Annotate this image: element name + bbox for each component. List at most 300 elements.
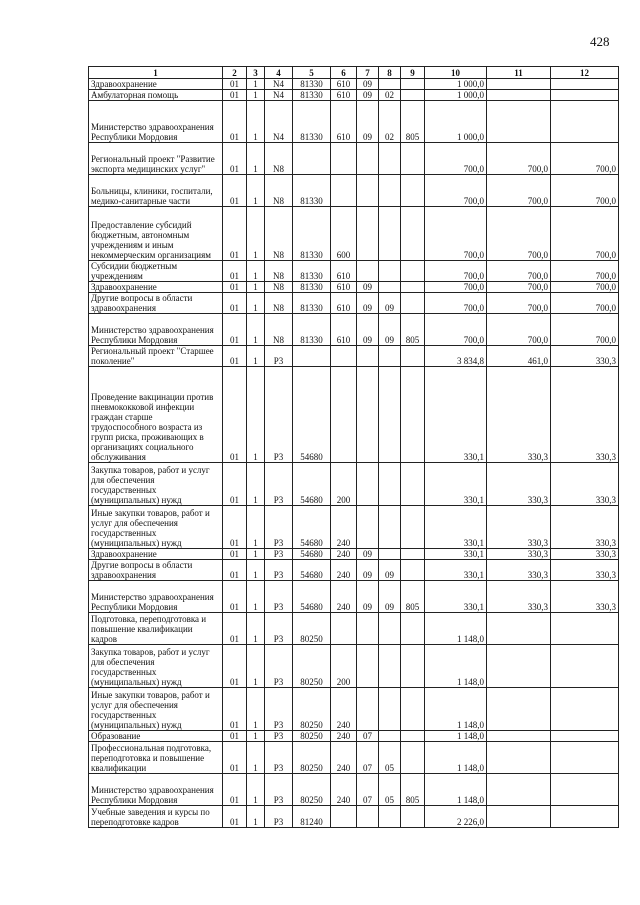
table-cell: 240 — [331, 506, 357, 549]
table-cell: 1 — [247, 282, 265, 293]
table-cell — [331, 613, 357, 645]
table-cell: N8 — [265, 143, 293, 175]
table-cell: 07 — [357, 731, 379, 742]
table-cell: 700,0 — [487, 143, 551, 175]
row-name-cell: Другие вопросы в области здравоохранения — [89, 293, 223, 314]
column-header: 12 — [551, 67, 619, 79]
table-cell — [401, 506, 425, 549]
table-cell: 01 — [223, 90, 247, 101]
table-cell: 01 — [223, 367, 247, 463]
table-cell: 700,0 — [551, 261, 619, 282]
table-cell: 1 — [247, 613, 265, 645]
table-cell — [551, 101, 619, 143]
table-cell: 1 — [247, 742, 265, 774]
table-cell: P3 — [265, 549, 293, 560]
table-cell: 330,1 — [425, 367, 487, 463]
table-cell — [401, 688, 425, 731]
table-cell: 700,0 — [487, 282, 551, 293]
column-header: 10 — [425, 67, 487, 79]
table-cell: 81240 — [293, 806, 331, 828]
table-cell: 330,1 — [425, 506, 487, 549]
table-cell: 240 — [331, 774, 357, 806]
table-cell — [357, 613, 379, 645]
table-cell: 81330 — [293, 101, 331, 143]
table-cell: 1 — [247, 806, 265, 828]
table-cell — [379, 688, 401, 731]
row-name-cell: Иные закупки товаров, работ и услуг для обеспечения государственных (муниципальных) нужд — [89, 688, 223, 731]
table-cell: 700,0 — [551, 207, 619, 261]
table-row — [89, 79, 619, 90]
table-cell — [357, 506, 379, 549]
table-cell: 80250 — [293, 731, 331, 742]
table-cell: 240 — [331, 549, 357, 560]
table-cell — [487, 79, 551, 90]
row-name-cell: Образование — [89, 731, 223, 742]
table-cell — [401, 293, 425, 314]
table-cell: 330,3 — [487, 367, 551, 463]
row-name-cell: Закупка товаров, работ и услуг для обеспечения государственных (муниципальных) нужд — [89, 463, 223, 506]
page-number: 428 — [590, 34, 610, 49]
table-cell: 09 — [357, 560, 379, 581]
table-cell: 330,3 — [551, 506, 619, 549]
table-cell — [357, 688, 379, 731]
table-cell — [379, 463, 401, 506]
table-cell: 01 — [223, 175, 247, 207]
table-cell: 700,0 — [551, 314, 619, 346]
table-row — [89, 367, 619, 463]
table-cell: 330,3 — [487, 506, 551, 549]
row-name-cell: Министерство здравоохранения Республики Мордовия — [89, 774, 223, 806]
table-cell — [379, 549, 401, 560]
table-cell: 600 — [331, 207, 357, 261]
table-cell: P3 — [265, 581, 293, 613]
table-cell: 54680 — [293, 581, 331, 613]
table-cell — [401, 742, 425, 774]
table-cell: 610 — [331, 282, 357, 293]
table-cell: 09 — [379, 560, 401, 581]
table-cell: 01 — [223, 731, 247, 742]
table-cell — [551, 731, 619, 742]
table-cell — [401, 143, 425, 175]
table-cell: 330,3 — [487, 560, 551, 581]
table-cell — [487, 742, 551, 774]
table-cell — [401, 731, 425, 742]
table-cell: 01 — [223, 560, 247, 581]
table-cell: 1 — [247, 581, 265, 613]
table-cell: 01 — [223, 774, 247, 806]
row-name-cell: Предоставление субсидий бюджетным, автономным учреждениям и иным некоммерческим организациям — [89, 207, 223, 261]
column-header: 8 — [379, 67, 401, 79]
table-row — [89, 613, 619, 645]
table-cell — [401, 645, 425, 688]
column-header: 2 — [223, 67, 247, 79]
table-cell: P3 — [265, 742, 293, 774]
table-cell — [379, 207, 401, 261]
table-cell: P3 — [265, 613, 293, 645]
table-cell — [331, 143, 357, 175]
table-cell — [379, 645, 401, 688]
table-cell — [379, 806, 401, 828]
row-name-cell: Подготовка, переподготовка и повышение квалификации кадров — [89, 613, 223, 645]
table-cell: 1 — [247, 346, 265, 367]
table-row — [89, 645, 619, 688]
table-row — [89, 261, 619, 282]
table-cell — [551, 645, 619, 688]
table-cell: 05 — [379, 742, 401, 774]
table-cell: 700,0 — [487, 261, 551, 282]
table-cell: P3 — [265, 506, 293, 549]
table-cell: 1 000,0 — [425, 101, 487, 143]
table-cell — [331, 806, 357, 828]
table-cell: 805 — [401, 581, 425, 613]
table-cell: 700,0 — [425, 143, 487, 175]
table-cell: 330,3 — [551, 346, 619, 367]
table-row — [89, 101, 619, 143]
table-cell: 81330 — [293, 293, 331, 314]
table-cell: 05 — [379, 774, 401, 806]
table-cell — [293, 346, 331, 367]
table-cell: 54680 — [293, 506, 331, 549]
table-row — [89, 688, 619, 731]
table-cell: 09 — [379, 293, 401, 314]
column-header: 1 — [89, 67, 223, 79]
table-cell — [401, 549, 425, 560]
table-cell: 1 — [247, 645, 265, 688]
table-cell: 01 — [223, 506, 247, 549]
table-cell: 09 — [357, 314, 379, 346]
table-cell: 81330 — [293, 314, 331, 346]
table-cell — [331, 346, 357, 367]
row-name-cell: Больницы, клиники, госпитали, медико-санитарные части — [89, 175, 223, 207]
table-cell: N8 — [265, 314, 293, 346]
table-cell — [401, 367, 425, 463]
table-cell — [379, 346, 401, 367]
table-row — [89, 175, 619, 207]
table-cell — [331, 175, 357, 207]
table-cell: 54680 — [293, 463, 331, 506]
row-name-cell: Учебные заведения и курсы по переподготовке кадров — [89, 806, 223, 828]
table-cell — [551, 79, 619, 90]
table-cell — [401, 207, 425, 261]
table-cell: 1 000,0 — [425, 79, 487, 90]
table-cell: 1 — [247, 143, 265, 175]
table-cell — [401, 90, 425, 101]
table-cell — [331, 367, 357, 463]
table-cell — [357, 367, 379, 463]
table-cell — [401, 463, 425, 506]
table-cell: 200 — [331, 645, 357, 688]
table-cell: 01 — [223, 79, 247, 90]
table-cell: 54680 — [293, 549, 331, 560]
table-cell: 330,1 — [425, 463, 487, 506]
table-cell: 09 — [357, 549, 379, 560]
table-cell: P3 — [265, 645, 293, 688]
table-cell — [401, 261, 425, 282]
table-cell — [487, 90, 551, 101]
table-cell — [379, 261, 401, 282]
table-cell: 700,0 — [487, 207, 551, 261]
table-cell: 330,3 — [551, 463, 619, 506]
table-cell: 461,0 — [487, 346, 551, 367]
table-cell: 1 — [247, 261, 265, 282]
table-cell: 330,3 — [551, 549, 619, 560]
table-cell: 1 — [247, 506, 265, 549]
table-cell — [487, 774, 551, 806]
table-cell: 700,0 — [551, 293, 619, 314]
table-row — [89, 742, 619, 774]
table-cell — [357, 261, 379, 282]
table-cell — [379, 506, 401, 549]
table-cell: 01 — [223, 581, 247, 613]
column-header: 3 — [247, 67, 265, 79]
row-name-cell: Профессиональная подготовка, переподготовка и повышение квалификации — [89, 742, 223, 774]
column-header: 11 — [487, 67, 551, 79]
table-cell: 700,0 — [551, 282, 619, 293]
table-cell: 81330 — [293, 207, 331, 261]
table-cell: 240 — [331, 688, 357, 731]
table-cell: 700,0 — [425, 175, 487, 207]
table-cell: 700,0 — [487, 293, 551, 314]
table-cell: P3 — [265, 463, 293, 506]
column-header: 4 — [265, 67, 293, 79]
table-cell: N8 — [265, 207, 293, 261]
table-cell — [379, 613, 401, 645]
header-row — [89, 67, 619, 79]
table-cell: 700,0 — [425, 314, 487, 346]
table-cell — [401, 175, 425, 207]
table-row — [89, 806, 619, 828]
table-cell — [379, 175, 401, 207]
table-cell: N8 — [265, 293, 293, 314]
budget-table — [88, 66, 619, 828]
table-cell — [379, 79, 401, 90]
table-cell: 09 — [357, 90, 379, 101]
table-cell — [357, 175, 379, 207]
table-cell: 700,0 — [487, 314, 551, 346]
table-cell: 1 — [247, 367, 265, 463]
table-cell — [401, 560, 425, 581]
table-cell — [551, 613, 619, 645]
table-cell: 80250 — [293, 645, 331, 688]
table-cell: P3 — [265, 806, 293, 828]
table-row — [89, 774, 619, 806]
table-cell: 330,3 — [487, 463, 551, 506]
table-cell: N8 — [265, 282, 293, 293]
row-name-cell: Иные закупки товаров, работ и услуг для обеспечения государственных (муниципальных) нужд — [89, 506, 223, 549]
table-cell: 700,0 — [425, 207, 487, 261]
table-cell: 700,0 — [425, 261, 487, 282]
table-cell: 09 — [379, 581, 401, 613]
table-cell — [551, 742, 619, 774]
row-name-cell: Амбулаторная помощь — [89, 90, 223, 101]
row-name-cell: Министерство здравоохранения Республики Мордовия — [89, 314, 223, 346]
table-cell — [379, 143, 401, 175]
table-cell: 610 — [331, 314, 357, 346]
table-cell — [357, 806, 379, 828]
table-cell: 700,0 — [425, 293, 487, 314]
table-cell — [401, 79, 425, 90]
table-cell: 1 148,0 — [425, 731, 487, 742]
table-cell: 1 — [247, 549, 265, 560]
table-cell: 610 — [331, 101, 357, 143]
table-cell: 240 — [331, 742, 357, 774]
row-name-cell: Министерство здравоохранения Республики Мордовия — [89, 101, 223, 143]
table-cell: 01 — [223, 613, 247, 645]
table-cell: 1 — [247, 90, 265, 101]
table-cell: 01 — [223, 806, 247, 828]
table-cell — [401, 613, 425, 645]
row-name-cell: Региональный проект "Старшее поколение" — [89, 346, 223, 367]
table-cell: 01 — [223, 143, 247, 175]
table-cell — [357, 143, 379, 175]
table-cell: 07 — [357, 742, 379, 774]
table-cell: 1 000,0 — [425, 90, 487, 101]
table-cell — [551, 90, 619, 101]
table-cell: 81330 — [293, 79, 331, 90]
table-cell — [357, 207, 379, 261]
table-cell: 01 — [223, 101, 247, 143]
table-cell — [379, 282, 401, 293]
table-cell: 54680 — [293, 367, 331, 463]
table-cell: 700,0 — [551, 175, 619, 207]
table-cell: 330,3 — [551, 367, 619, 463]
row-name-cell: Проведение вакцинации против пневмококковой инфекции граждан старше трудоспособного возраста из групп риска, проживающих в организациях социального обслуживания — [89, 367, 223, 463]
table-cell: 01 — [223, 346, 247, 367]
table-cell: 01 — [223, 549, 247, 560]
table-cell: 610 — [331, 79, 357, 90]
column-header: 7 — [357, 67, 379, 79]
table-cell: 700,0 — [425, 282, 487, 293]
table-cell: 02 — [379, 90, 401, 101]
table-cell: 200 — [331, 463, 357, 506]
table-cell — [487, 731, 551, 742]
table-cell — [401, 282, 425, 293]
table-row — [89, 282, 619, 293]
table-cell: 01 — [223, 293, 247, 314]
column-header: 5 — [293, 67, 331, 79]
row-name-cell: Другие вопросы в области здравоохранения — [89, 560, 223, 581]
table-cell: 1 — [247, 314, 265, 346]
table-cell — [487, 688, 551, 731]
table-row — [89, 314, 619, 346]
table-cell: 330,3 — [551, 581, 619, 613]
row-name-cell: Субсидии бюджетным учреждениям — [89, 261, 223, 282]
table-cell: N4 — [265, 101, 293, 143]
table-cell — [401, 806, 425, 828]
table-cell: 330,3 — [487, 549, 551, 560]
table-row — [89, 346, 619, 367]
table-cell: 01 — [223, 314, 247, 346]
table-row — [89, 207, 619, 261]
table-cell: 610 — [331, 90, 357, 101]
table-cell: N4 — [265, 90, 293, 101]
table-cell: 02 — [379, 101, 401, 143]
table-cell: N8 — [265, 175, 293, 207]
table-cell: 01 — [223, 645, 247, 688]
table-cell — [379, 731, 401, 742]
table-cell: 1 — [247, 175, 265, 207]
table-cell: 09 — [357, 293, 379, 314]
table-cell: 240 — [331, 731, 357, 742]
table-cell: N4 — [265, 79, 293, 90]
table-cell: 81330 — [293, 90, 331, 101]
table-row — [89, 90, 619, 101]
table-cell: 1 148,0 — [425, 645, 487, 688]
table-cell: 01 — [223, 688, 247, 731]
table-cell: 330,3 — [487, 581, 551, 613]
table-cell: P3 — [265, 367, 293, 463]
column-header: 9 — [401, 67, 425, 79]
table-row — [89, 143, 619, 175]
table-cell — [551, 774, 619, 806]
table-cell: 80250 — [293, 688, 331, 731]
table-cell — [357, 645, 379, 688]
row-name-cell: Закупка товаров, работ и услуг для обеспечения государственных (муниципальных) нужд — [89, 645, 223, 688]
table-cell: 1 — [247, 101, 265, 143]
table-cell: 610 — [331, 261, 357, 282]
table-cell: 01 — [223, 463, 247, 506]
table-cell: 1 148,0 — [425, 774, 487, 806]
table-cell: 09 — [357, 79, 379, 90]
table-cell: 01 — [223, 742, 247, 774]
column-header: 6 — [331, 67, 357, 79]
table-cell: 80250 — [293, 774, 331, 806]
table-cell: 54680 — [293, 560, 331, 581]
table-cell: 1 — [247, 688, 265, 731]
table-cell: 09 — [357, 581, 379, 613]
table-cell: 81330 — [293, 261, 331, 282]
table-row — [89, 731, 619, 742]
table-cell: 09 — [357, 282, 379, 293]
row-name-cell: Здравоохранение — [89, 282, 223, 293]
row-name-cell: Региональный проект "Развитие экспорта медицинских услуг" — [89, 143, 223, 175]
table-cell: 1 — [247, 207, 265, 261]
table-cell: 3 834,8 — [425, 346, 487, 367]
table-cell: 330,1 — [425, 549, 487, 560]
table-cell: 07 — [357, 774, 379, 806]
table-cell: 09 — [379, 314, 401, 346]
table-cell: 1 — [247, 463, 265, 506]
table-cell: 01 — [223, 207, 247, 261]
table-row — [89, 560, 619, 581]
table-cell: 1 148,0 — [425, 742, 487, 774]
table-cell: 01 — [223, 282, 247, 293]
table-cell — [357, 463, 379, 506]
table-cell — [401, 346, 425, 367]
row-name-cell: Здравоохранение — [89, 549, 223, 560]
table-cell — [357, 346, 379, 367]
table-cell — [487, 613, 551, 645]
table-cell: 1 — [247, 79, 265, 90]
table-cell: 81330 — [293, 282, 331, 293]
table-cell: 240 — [331, 560, 357, 581]
table-row — [89, 463, 619, 506]
table-cell: 80250 — [293, 613, 331, 645]
table-cell — [551, 806, 619, 828]
row-name-cell: Здравоохранение — [89, 79, 223, 90]
row-name-cell: Министерство здравоохранения Республики Мордовия — [89, 581, 223, 613]
table-cell: 2 226,0 — [425, 806, 487, 828]
table-cell: 805 — [401, 101, 425, 143]
table-cell: 330,1 — [425, 560, 487, 581]
table-cell: 330,3 — [551, 560, 619, 581]
table-cell — [379, 367, 401, 463]
table-cell: P3 — [265, 346, 293, 367]
table-cell: 1 — [247, 560, 265, 581]
table-cell — [487, 645, 551, 688]
table-cell: 240 — [331, 581, 357, 613]
table-cell: N8 — [265, 261, 293, 282]
